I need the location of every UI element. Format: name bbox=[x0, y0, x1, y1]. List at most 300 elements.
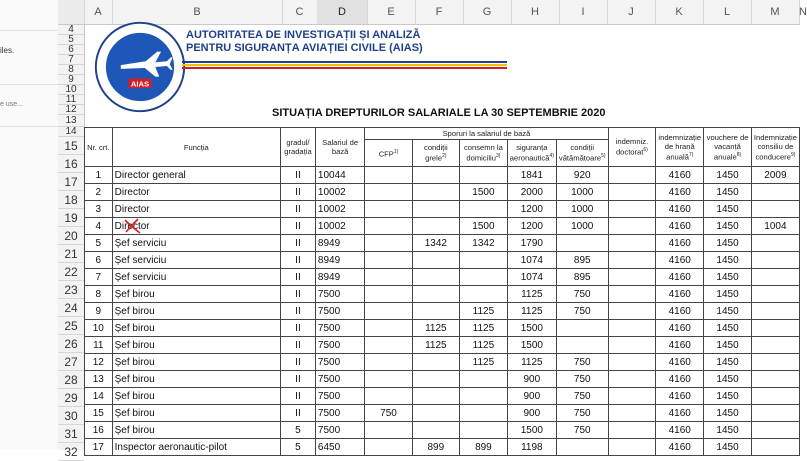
row-header[interactable]: 20 bbox=[58, 227, 84, 245]
row-header[interactable]: 11 bbox=[58, 95, 84, 105]
cell-doctorat[interactable] bbox=[608, 337, 656, 354]
cell-salariu[interactable]: 7500 bbox=[315, 405, 364, 422]
cell-vatamatoare[interactable]: 750 bbox=[556, 303, 608, 320]
header-consiliu[interactable]: Indemnizație consiliu de conducere$^{9)}$ bbox=[751, 128, 799, 167]
cell-salariu[interactable]: 8949 bbox=[315, 252, 364, 269]
row-header[interactable]: 19 bbox=[58, 209, 84, 227]
row-headers bbox=[58, 24, 85, 459]
cell-vatamatoare[interactable]: 750 bbox=[556, 354, 608, 371]
cell-grad[interactable]: II bbox=[281, 201, 316, 218]
cell-siguranta[interactable]: 1500 bbox=[507, 320, 556, 337]
cell-conditii[interactable]: 899 bbox=[412, 439, 459, 456]
table-row bbox=[85, 235, 800, 252]
cell-grad[interactable]: 5 bbox=[281, 422, 316, 439]
cell-functia[interactable]: Șef birou bbox=[112, 422, 280, 439]
cell-functia[interactable]: Director bbox=[112, 218, 280, 235]
cell-nr[interactable]: 17 bbox=[85, 439, 113, 456]
cell-consiliu[interactable]: 1004 bbox=[751, 218, 799, 235]
cell-salariu[interactable]: 7500 bbox=[315, 422, 364, 439]
cell-cfp[interactable]: 750 bbox=[365, 405, 412, 422]
cell-grad[interactable]: II bbox=[281, 388, 316, 405]
cell-doctorat[interactable] bbox=[608, 167, 656, 184]
cell-doctorat[interactable] bbox=[608, 218, 656, 235]
table-row bbox=[85, 286, 800, 303]
cell-consemn[interactable] bbox=[460, 405, 508, 422]
cell-vouchere[interactable]: 1450 bbox=[704, 405, 752, 422]
cell-vouchere[interactable]: 1450 bbox=[704, 235, 752, 252]
col-header-g[interactable]: G bbox=[463, 0, 512, 24]
cell-doctorat[interactable] bbox=[608, 252, 656, 269]
row-header[interactable]: 7 bbox=[58, 55, 84, 65]
cell-doctorat[interactable] bbox=[608, 354, 656, 371]
cell-hrana[interactable]: 4160 bbox=[656, 235, 704, 252]
cell-vatamatoare[interactable]: 1000 bbox=[556, 218, 608, 235]
col-header-k[interactable]: K bbox=[655, 0, 704, 24]
cell-conditii[interactable]: 1125 bbox=[412, 320, 459, 337]
cell-functia[interactable]: Șef birou bbox=[112, 320, 280, 337]
row-header[interactable]: 21 bbox=[58, 245, 84, 263]
header-cfp[interactable]: CFP$^{1)}$ bbox=[365, 140, 412, 167]
cell-nr[interactable]: 8 bbox=[85, 286, 113, 303]
cell-consiliu[interactable] bbox=[751, 371, 799, 388]
cell-cfp[interactable] bbox=[365, 167, 412, 184]
cell-grad[interactable]: II bbox=[281, 184, 316, 201]
cell-siguranta[interactable]: 1125 bbox=[507, 286, 556, 303]
cell-siguranta[interactable]: 1074 bbox=[507, 269, 556, 286]
row-header[interactable]: 15 bbox=[58, 137, 84, 155]
cell-functia[interactable]: Șef serviciu bbox=[112, 235, 280, 252]
left-pane-text: iles. bbox=[0, 46, 15, 55]
cell-doctorat[interactable] bbox=[608, 371, 656, 388]
cell-consiliu[interactable] bbox=[751, 184, 799, 201]
cell-hrana[interactable]: 4160 bbox=[656, 320, 704, 337]
cell-functia[interactable]: Director bbox=[112, 201, 280, 218]
cell-grad[interactable]: II bbox=[281, 218, 316, 235]
cell-nr[interactable]: 14 bbox=[85, 388, 113, 405]
cell-grad[interactable]: II bbox=[281, 252, 316, 269]
cell-conditii[interactable] bbox=[412, 218, 459, 235]
cell-grad[interactable]: II bbox=[281, 371, 316, 388]
header-doctorat[interactable]: indemniz. doctorat$^{6)}$ bbox=[608, 128, 656, 167]
cell-consemn[interactable] bbox=[460, 388, 508, 405]
header-sporuri[interactable]: Sporuri la salariul de bază bbox=[365, 128, 608, 140]
cell-nr[interactable]: 2 bbox=[85, 184, 113, 201]
row-header[interactable]: 28 bbox=[58, 371, 84, 389]
cell-salariu[interactable]: 7500 bbox=[315, 354, 364, 371]
cell-cfp[interactable] bbox=[365, 235, 412, 252]
cell-doctorat[interactable] bbox=[608, 184, 656, 201]
cell-functia[interactable]: Șef birou bbox=[112, 405, 280, 422]
cell-siguranta[interactable]: 1841 bbox=[507, 167, 556, 184]
cell-salariu[interactable]: 7500 bbox=[315, 320, 364, 337]
cell-vouchere[interactable]: 1450 bbox=[704, 184, 752, 201]
cell-hrana[interactable]: 4160 bbox=[656, 252, 704, 269]
cell-hrana[interactable]: 4160 bbox=[656, 337, 704, 354]
cell-conditii[interactable] bbox=[412, 371, 459, 388]
row-header[interactable]: 17 bbox=[58, 173, 84, 191]
col-header-n[interactable]: N bbox=[799, 6, 807, 18]
cell-salariu[interactable]: 10002 bbox=[315, 201, 364, 218]
row-header[interactable]: 25 bbox=[58, 317, 84, 335]
row-header[interactable]: 22 bbox=[58, 263, 84, 281]
cell-siguranta[interactable]: 900 bbox=[507, 405, 556, 422]
left-pane-hint: e use... bbox=[0, 101, 23, 108]
cell-salariu[interactable]: 7500 bbox=[315, 371, 364, 388]
cell-salariu[interactable]: 7500 bbox=[315, 337, 364, 354]
cell-siguranta[interactable]: 900 bbox=[507, 388, 556, 405]
header-functia[interactable]: Funcția bbox=[112, 128, 280, 167]
row-header[interactable]: 12 bbox=[58, 105, 84, 115]
cell-consemn[interactable] bbox=[460, 286, 508, 303]
select-all-corner[interactable] bbox=[58, 0, 85, 24]
cell-consiliu[interactable] bbox=[751, 269, 799, 286]
cell-hrana[interactable]: 4160 bbox=[656, 354, 704, 371]
cell-siguranta[interactable]: 1790 bbox=[507, 235, 556, 252]
cell-functia[interactable]: Șef birou bbox=[112, 303, 280, 320]
cell-grad[interactable]: II bbox=[281, 405, 316, 422]
cell-vouchere[interactable]: 1450 bbox=[704, 439, 752, 456]
table-row bbox=[85, 252, 800, 269]
cell-doctorat[interactable] bbox=[608, 439, 656, 456]
cell-doctorat[interactable] bbox=[608, 269, 656, 286]
cell-consiliu[interactable] bbox=[751, 235, 799, 252]
cell-siguranta[interactable]: 900 bbox=[507, 371, 556, 388]
cell-siguranta[interactable]: 1074 bbox=[507, 252, 556, 269]
cell-consiliu[interactable] bbox=[751, 337, 799, 354]
cell-siguranta[interactable]: 1125 bbox=[507, 354, 556, 371]
row-header[interactable]: 29 bbox=[58, 389, 84, 407]
cell-salariu[interactable]: 8949 bbox=[315, 235, 364, 252]
cell-consiliu[interactable] bbox=[751, 405, 799, 422]
row-header[interactable]: 27 bbox=[58, 353, 84, 371]
cell-nr[interactable]: 4 bbox=[85, 218, 113, 235]
cell-hrana[interactable]: 4160 bbox=[656, 422, 704, 439]
cell-consemn[interactable]: 1500 bbox=[460, 218, 508, 235]
col-header-e[interactable]: E bbox=[367, 0, 416, 24]
row-header[interactable]: 10 bbox=[58, 85, 84, 95]
cell-vatamatoare[interactable]: 1000 bbox=[556, 184, 608, 201]
cell-functia[interactable]: Șef serviciu bbox=[112, 269, 280, 286]
cell-hrana[interactable]: 4160 bbox=[656, 184, 704, 201]
cell-hrana[interactable]: 4160 bbox=[656, 218, 704, 235]
row-header[interactable]: 8 bbox=[58, 65, 84, 75]
cell-salariu[interactable]: 10002 bbox=[315, 218, 364, 235]
cell-salariu[interactable]: 10002 bbox=[315, 184, 364, 201]
cell-vatamatoare[interactable]: 750 bbox=[556, 422, 608, 439]
cell-nr[interactable]: 10 bbox=[85, 320, 113, 337]
cell-vatamatoare[interactable] bbox=[556, 320, 608, 337]
cell-cfp[interactable] bbox=[365, 354, 412, 371]
cell-hrana[interactable]: 4160 bbox=[656, 167, 704, 184]
cell-functia[interactable]: Director general bbox=[112, 167, 280, 184]
cell-consemn[interactable]: 1125 bbox=[460, 320, 508, 337]
sheet-title: SITUAȚIA DREPTURILOR SALARIALE LA 30 SEPTEMBRIE 2020 bbox=[272, 107, 606, 119]
cell-conditii[interactable]: 1125 bbox=[412, 337, 459, 354]
cell-vouchere[interactable]: 1450 bbox=[704, 371, 752, 388]
cell-salariu[interactable]: 8949 bbox=[315, 269, 364, 286]
cell-nr[interactable]: 9 bbox=[85, 303, 113, 320]
cell-nr[interactable]: 6 bbox=[85, 252, 113, 269]
row-header[interactable]: 5 bbox=[58, 35, 84, 45]
stripe-blue bbox=[182, 61, 507, 63]
cell-consemn[interactable] bbox=[460, 422, 508, 439]
cell-functia[interactable]: Șef birou bbox=[112, 354, 280, 371]
cell-cfp[interactable] bbox=[365, 422, 412, 439]
cell-hrana[interactable]: 4160 bbox=[656, 439, 704, 456]
cell-consiliu[interactable] bbox=[751, 252, 799, 269]
cell-doctorat[interactable] bbox=[608, 286, 656, 303]
cell-consiliu[interactable] bbox=[751, 286, 799, 303]
cell-vatamatoare[interactable]: 750 bbox=[556, 371, 608, 388]
table-row bbox=[85, 269, 800, 286]
cell-siguranta[interactable]: 1125 bbox=[507, 303, 556, 320]
cell-doctorat[interactable] bbox=[608, 303, 656, 320]
cell-functia[interactable]: Șef birou bbox=[112, 337, 280, 354]
row-header[interactable]: 13 bbox=[58, 115, 84, 127]
cell-vatamatoare[interactable]: 750 bbox=[556, 405, 608, 422]
cell-consemn[interactable]: 1342 bbox=[460, 235, 508, 252]
cell-consiliu[interactable] bbox=[751, 354, 799, 371]
cell-functia[interactable]: Șef birou bbox=[112, 286, 280, 303]
cell-functia[interactable]: Șef serviciu bbox=[112, 252, 280, 269]
row-header[interactable]: 26 bbox=[58, 335, 84, 353]
cell-consiliu[interactable] bbox=[751, 388, 799, 405]
header-consemn[interactable]: consemn la domiciliu$^{3)}$ bbox=[460, 140, 508, 167]
cell-conditii[interactable] bbox=[412, 388, 459, 405]
cell-vouchere[interactable]: 1450 bbox=[704, 201, 752, 218]
cell-vouchere[interactable]: 1450 bbox=[704, 286, 752, 303]
col-header-c[interactable]: C bbox=[282, 0, 318, 24]
cell-hrana[interactable]: 4160 bbox=[656, 303, 704, 320]
row-header[interactable]: 23 bbox=[58, 281, 84, 299]
col-header-h[interactable]: H bbox=[511, 0, 560, 24]
cell-cfp[interactable] bbox=[365, 371, 412, 388]
cell-consemn[interactable] bbox=[460, 167, 508, 184]
table-row bbox=[85, 320, 800, 337]
cell-cfp[interactable] bbox=[365, 320, 412, 337]
cell-cfp[interactable] bbox=[365, 286, 412, 303]
cell-consiliu[interactable] bbox=[751, 422, 799, 439]
cell-nr[interactable]: 3 bbox=[85, 201, 113, 218]
cell-vatamatoare[interactable]: 750 bbox=[556, 388, 608, 405]
col-header-b[interactable]: B bbox=[112, 0, 283, 24]
cell-conditii[interactable] bbox=[412, 269, 459, 286]
cell-consiliu[interactable] bbox=[751, 320, 799, 337]
col-header-i[interactable]: I bbox=[559, 0, 608, 24]
cell-doctorat[interactable] bbox=[608, 320, 656, 337]
row-header[interactable]: 24 bbox=[58, 299, 84, 317]
cell-cfp[interactable] bbox=[365, 388, 412, 405]
cell-vouchere[interactable]: 1450 bbox=[704, 354, 752, 371]
cell-hrana[interactable]: 4160 bbox=[656, 201, 704, 218]
col-header-j[interactable]: J bbox=[607, 0, 656, 24]
cell-functia[interactable]: Inspector aeronautic-pilot bbox=[112, 439, 280, 456]
cell-functia[interactable]: Șef birou bbox=[112, 371, 280, 388]
cell-hrana[interactable]: 4160 bbox=[656, 371, 704, 388]
cell-functia[interactable]: Director bbox=[112, 184, 280, 201]
cell-vouchere[interactable]: 1450 bbox=[704, 218, 752, 235]
cell-conditii[interactable]: 1342 bbox=[412, 235, 459, 252]
col-header-f[interactable]: F bbox=[415, 0, 464, 24]
cell-cfp[interactable] bbox=[365, 269, 412, 286]
cell-consiliu[interactable]: 2009 bbox=[751, 167, 799, 184]
header-siguranta[interactable]: siguranța aeronautică$^{4)}$ bbox=[507, 140, 556, 167]
cell-functia[interactable]: Șef birou bbox=[112, 388, 280, 405]
cell-conditii[interactable] bbox=[412, 354, 459, 371]
row-header[interactable]: 16 bbox=[58, 155, 84, 173]
cell-siguranta[interactable]: 1500 bbox=[507, 422, 556, 439]
cell-conditii[interactable] bbox=[412, 303, 459, 320]
cell-grad[interactable]: II bbox=[281, 303, 316, 320]
cell-vatamatoare[interactable]: 895 bbox=[556, 252, 608, 269]
logo-text: AIAS bbox=[130, 79, 150, 89]
cell-doctorat[interactable] bbox=[608, 201, 656, 218]
cell-consemn[interactable] bbox=[460, 269, 508, 286]
cell-grad[interactable]: II bbox=[281, 337, 316, 354]
cell-grad[interactable]: II bbox=[281, 235, 316, 252]
cell-nr[interactable]: 16 bbox=[85, 422, 113, 439]
cell-siguranta[interactable]: 2000 bbox=[507, 184, 556, 201]
cell-consemn[interactable]: 1500 bbox=[460, 184, 508, 201]
cell-cfp[interactable] bbox=[365, 303, 412, 320]
cell-salariu[interactable]: 7500 bbox=[315, 286, 364, 303]
cell-grad[interactable]: II bbox=[281, 354, 316, 371]
cell-cfp[interactable] bbox=[365, 252, 412, 269]
salary-table bbox=[84, 127, 800, 456]
cell-consiliu[interactable] bbox=[751, 201, 799, 218]
org-line-2: PENTRU SIGURANȚA AVIAȚIEI CIVILE (AIAS) bbox=[186, 42, 423, 54]
cell-consiliu[interactable] bbox=[751, 303, 799, 320]
row-header[interactable]: 30 bbox=[58, 407, 84, 425]
header-nr[interactable]: Nr. crt. bbox=[85, 128, 113, 167]
col-header-d[interactable]: D bbox=[317, 0, 368, 24]
header-salariu[interactable]: Salariul de bază bbox=[315, 128, 364, 167]
cell-conditii[interactable] bbox=[412, 286, 459, 303]
table-row bbox=[85, 422, 800, 439]
table-row bbox=[85, 218, 800, 235]
row-header[interactable]: 9 bbox=[58, 75, 84, 85]
left-side-pane bbox=[0, 0, 59, 450]
cell-salariu[interactable]: 7500 bbox=[315, 303, 364, 320]
cell-conditii[interactable] bbox=[412, 252, 459, 269]
cell-conditii[interactable] bbox=[412, 167, 459, 184]
cell-vatamatoare[interactable]: 895 bbox=[556, 269, 608, 286]
cell-vouchere[interactable]: 1450 bbox=[704, 388, 752, 405]
header-grad[interactable]: gradul/ gradația bbox=[281, 128, 316, 167]
cell-salariu[interactable]: 7500 bbox=[315, 388, 364, 405]
header-vouchere[interactable]: vouchere de vacanță anuale$^{8)}$ bbox=[704, 128, 752, 167]
cell-hrana[interactable]: 4160 bbox=[656, 286, 704, 303]
cell-siguranta[interactable]: 1200 bbox=[507, 201, 556, 218]
cell-vouchere[interactable]: 1450 bbox=[704, 303, 752, 320]
cell-hrana[interactable]: 4160 bbox=[656, 405, 704, 422]
row-header[interactable]: 18 bbox=[58, 191, 84, 209]
cell-vatamatoare[interactable] bbox=[556, 235, 608, 252]
cell-vouchere[interactable]: 1450 bbox=[704, 422, 752, 439]
cell-grad[interactable]: II bbox=[281, 286, 316, 303]
col-header-l[interactable]: L bbox=[703, 0, 752, 24]
cell-vatamatoare[interactable]: 750 bbox=[556, 286, 608, 303]
cell-cfp[interactable] bbox=[365, 218, 412, 235]
cell-vouchere[interactable]: 1450 bbox=[704, 337, 752, 354]
cell-nr[interactable]: 5 bbox=[85, 235, 113, 252]
cell-conditii[interactable] bbox=[412, 184, 459, 201]
row-header[interactable]: 6 bbox=[58, 45, 84, 55]
red-x-mark bbox=[122, 216, 142, 236]
cell-grad[interactable]: 5 bbox=[281, 439, 316, 456]
cell-grad[interactable]: II bbox=[281, 320, 316, 337]
cell-hrana[interactable]: 4160 bbox=[656, 388, 704, 405]
cell-consemn[interactable] bbox=[460, 371, 508, 388]
cell-vatamatoare[interactable]: 920 bbox=[556, 167, 608, 184]
table-row bbox=[85, 167, 800, 184]
cell-conditii[interactable] bbox=[412, 405, 459, 422]
cell-doctorat[interactable] bbox=[608, 422, 656, 439]
cell-nr[interactable]: 13 bbox=[85, 371, 113, 388]
cell-vouchere[interactable]: 1450 bbox=[704, 252, 752, 269]
cell-consemn[interactable]: 1125 bbox=[460, 337, 508, 354]
cell-grad[interactable]: II bbox=[281, 269, 316, 286]
worksheet[interactable] bbox=[84, 25, 800, 453]
cell-cfp[interactable] bbox=[365, 337, 412, 354]
row-header[interactable]: 4 bbox=[58, 25, 84, 35]
cell-nr[interactable]: 15 bbox=[85, 405, 113, 422]
cell-cfp[interactable] bbox=[365, 439, 412, 456]
cell-consemn[interactable]: 1125 bbox=[460, 303, 508, 320]
cell-consemn[interactable]: 899 bbox=[460, 439, 508, 456]
cell-salariu[interactable]: 10044 bbox=[315, 167, 364, 184]
cell-vouchere[interactable]: 1450 bbox=[704, 167, 752, 184]
cell-vouchere[interactable]: 1450 bbox=[704, 269, 752, 286]
cell-consemn[interactable] bbox=[460, 201, 508, 218]
cell-cfp[interactable] bbox=[365, 184, 412, 201]
cell-nr[interactable]: 11 bbox=[85, 337, 113, 354]
cell-consiliu[interactable] bbox=[751, 439, 799, 456]
cell-conditii[interactable] bbox=[412, 422, 459, 439]
cell-vouchere[interactable]: 1450 bbox=[704, 320, 752, 337]
cell-consemn[interactable]: 1125 bbox=[460, 354, 508, 371]
cell-siguranta[interactable]: 1200 bbox=[507, 218, 556, 235]
cell-nr[interactable]: 12 bbox=[85, 354, 113, 371]
row-header[interactable]: 31 bbox=[58, 425, 84, 443]
cell-cfp[interactable] bbox=[365, 201, 412, 218]
col-header-m[interactable]: M bbox=[751, 0, 800, 24]
org-line-1: AUTORITATEA DE INVESTIGAȚII ȘI ANALIZĂ bbox=[186, 29, 421, 41]
cell-grad[interactable]: II bbox=[281, 167, 316, 184]
header-conditii[interactable]: condiții grele$^{2)}$ bbox=[412, 140, 459, 167]
col-header-a[interactable]: A bbox=[84, 0, 113, 24]
cell-hrana[interactable]: 4160 bbox=[656, 269, 704, 286]
cell-nr[interactable]: 1 bbox=[85, 167, 113, 184]
header-hrana[interactable]: indemnizație de hrană anuală$^{7)}$ bbox=[656, 128, 704, 167]
row-header[interactable]: 14 bbox=[58, 127, 84, 137]
cell-vatamatoare[interactable]: 1000 bbox=[556, 201, 608, 218]
cell-siguranta[interactable]: 1198 bbox=[507, 439, 556, 456]
cell-siguranta[interactable]: 1500 bbox=[507, 337, 556, 354]
cell-doctorat[interactable] bbox=[608, 235, 656, 252]
cell-doctorat[interactable] bbox=[608, 405, 656, 422]
cell-vatamatoare[interactable] bbox=[556, 337, 608, 354]
cell-doctorat[interactable] bbox=[608, 388, 656, 405]
row-header[interactable]: 32 bbox=[58, 443, 84, 461]
header-vatamatoare[interactable]: condiții vătămătoare$^{5)}$ bbox=[556, 140, 608, 167]
cell-vatamatoare[interactable] bbox=[556, 439, 608, 456]
table-row bbox=[85, 388, 800, 405]
cell-nr[interactable]: 7 bbox=[85, 269, 113, 286]
cell-conditii[interactable] bbox=[412, 201, 459, 218]
cell-salariu[interactable]: 6450 bbox=[315, 439, 364, 456]
cell-consemn[interactable] bbox=[460, 252, 508, 269]
